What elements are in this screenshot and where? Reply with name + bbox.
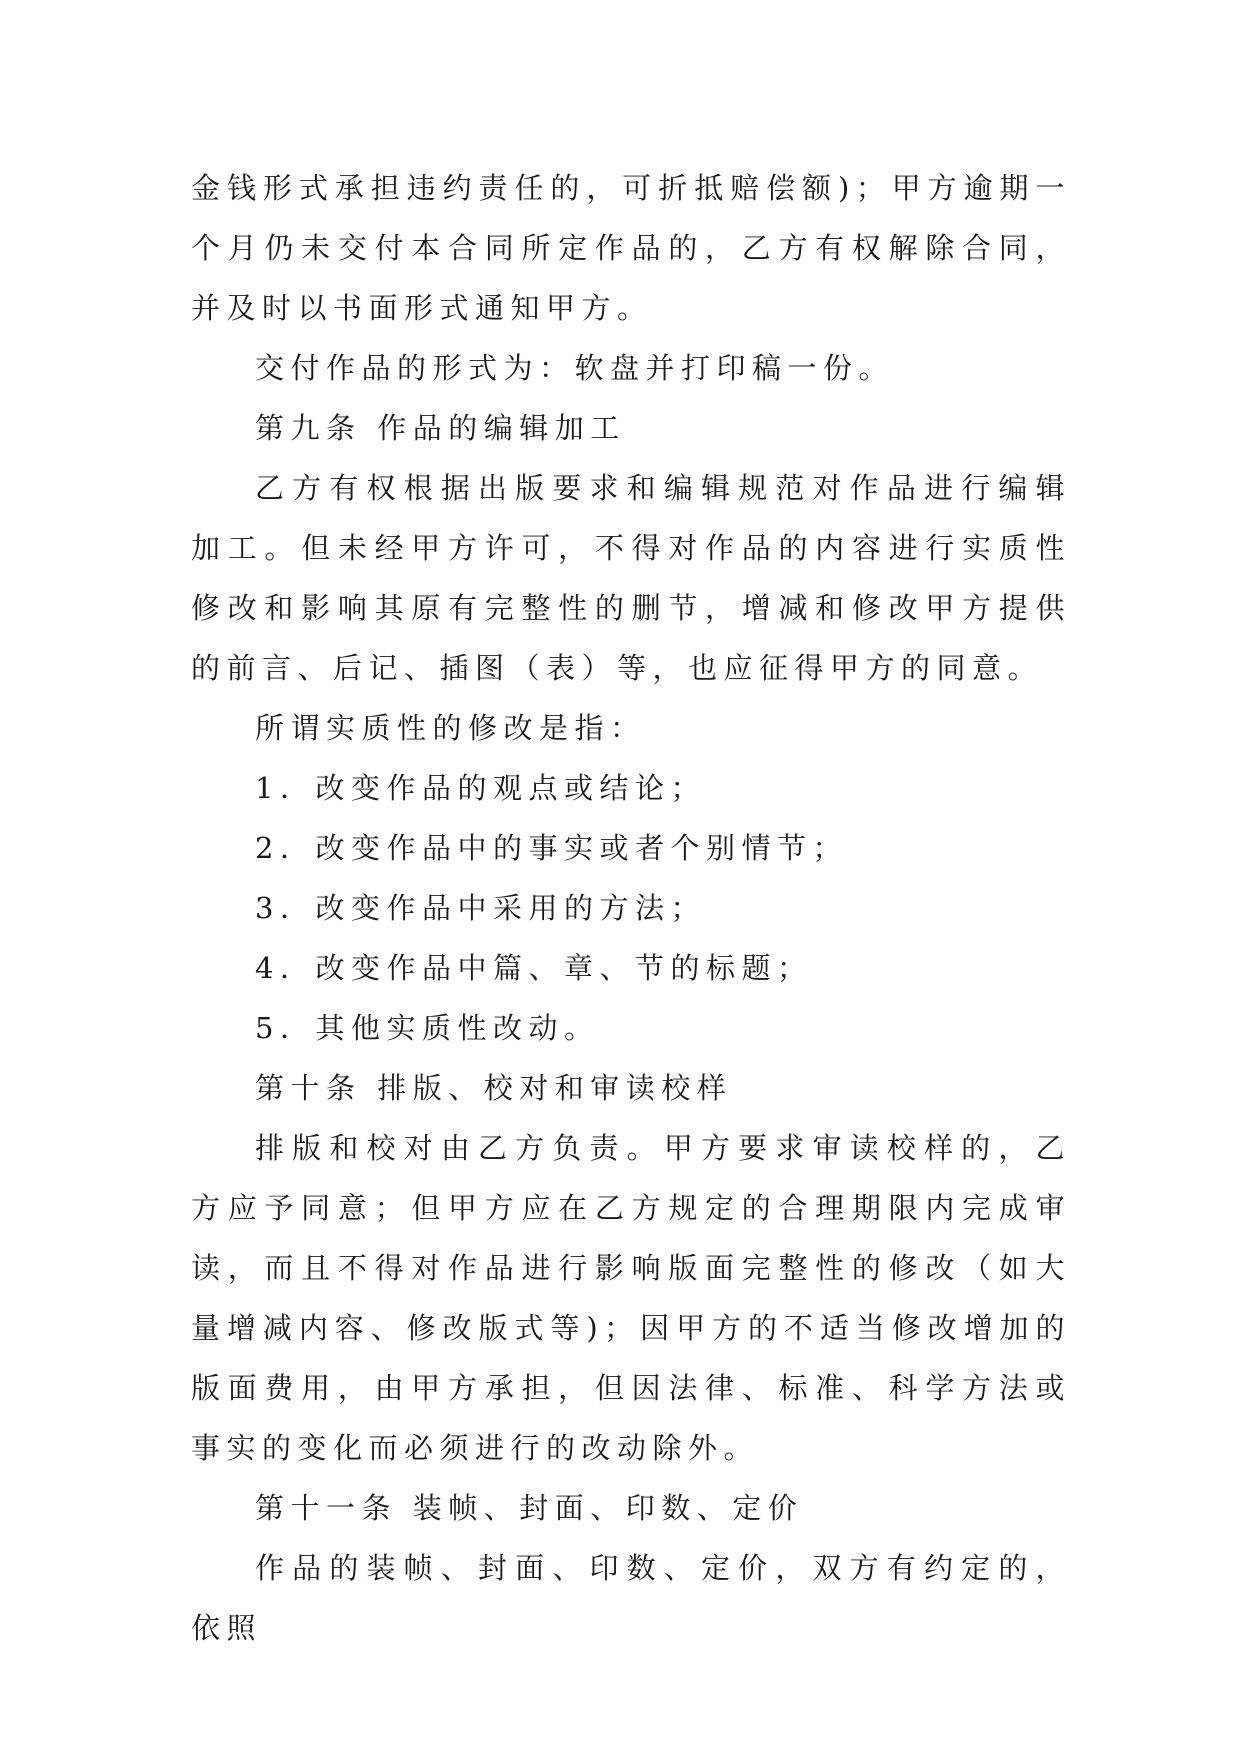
list-item-5: 5．其他实质性改动。 xyxy=(255,1011,600,1045)
heading-article-10: 第十条 排版、校对和审读校样 xyxy=(255,1071,733,1105)
list-item-3: 3．改变作品中采用的方法； xyxy=(255,891,706,925)
paragraph-substantive-definition: 所谓实质性的修改是指： xyxy=(255,711,646,745)
heading-article-11: 第十一条 装帧、封面、印数、定价 xyxy=(255,1491,804,1525)
list-item-4: 4．改变作品中篇、章、节的标题； xyxy=(255,951,813,985)
paragraph-editing-rights: 乙方有权根据出版要求和编辑规范对作品进行编辑加工。但未经甲方许可，不得对作品的内容进行实质性修改和影响其原有完整性的删节，增减和修改甲方提供的前言、后记、插图（表）等，也应征得甲方的同意。 xyxy=(191,471,1071,685)
heading-article-9: 第九条 作品的编辑加工 xyxy=(255,411,626,445)
paragraph-breach-liability: 金钱形式承担违约责任的，可折抵赔偿额)；甲方逾期一个月仍未交付本合同所定作品的，乙方有权解除合同，并及时以书面形式通知甲方。 xyxy=(191,171,1071,325)
list-item-2: 2．改变作品中的事实或者个别情节； xyxy=(255,831,848,865)
list-item-1: 1．改变作品的观点或结论； xyxy=(255,771,706,805)
document-body xyxy=(191,158,1071,1658)
paragraph-binding-pricing: 作品的装帧、封面、印数、定价，双方有约定的，依照 xyxy=(191,1551,1071,1645)
paragraph-delivery-form: 交付作品的形式为：软盘并打印稿一份。 xyxy=(255,351,895,385)
paragraph-typesetting-proofreading: 排版和校对由乙方负责。甲方要求审读校样的，乙方应予同意；但甲方应在乙方规定的合理期限内完成审读，而且不得对作品进行影响版面完整性的修改（如大量增减内容、修改版式等)；因甲方的不适当修改增加的版面费用，由甲方承担，但因法律、标准、科学方法或事实的变化而必须进行的改动除外。 xyxy=(191,1131,1071,1465)
